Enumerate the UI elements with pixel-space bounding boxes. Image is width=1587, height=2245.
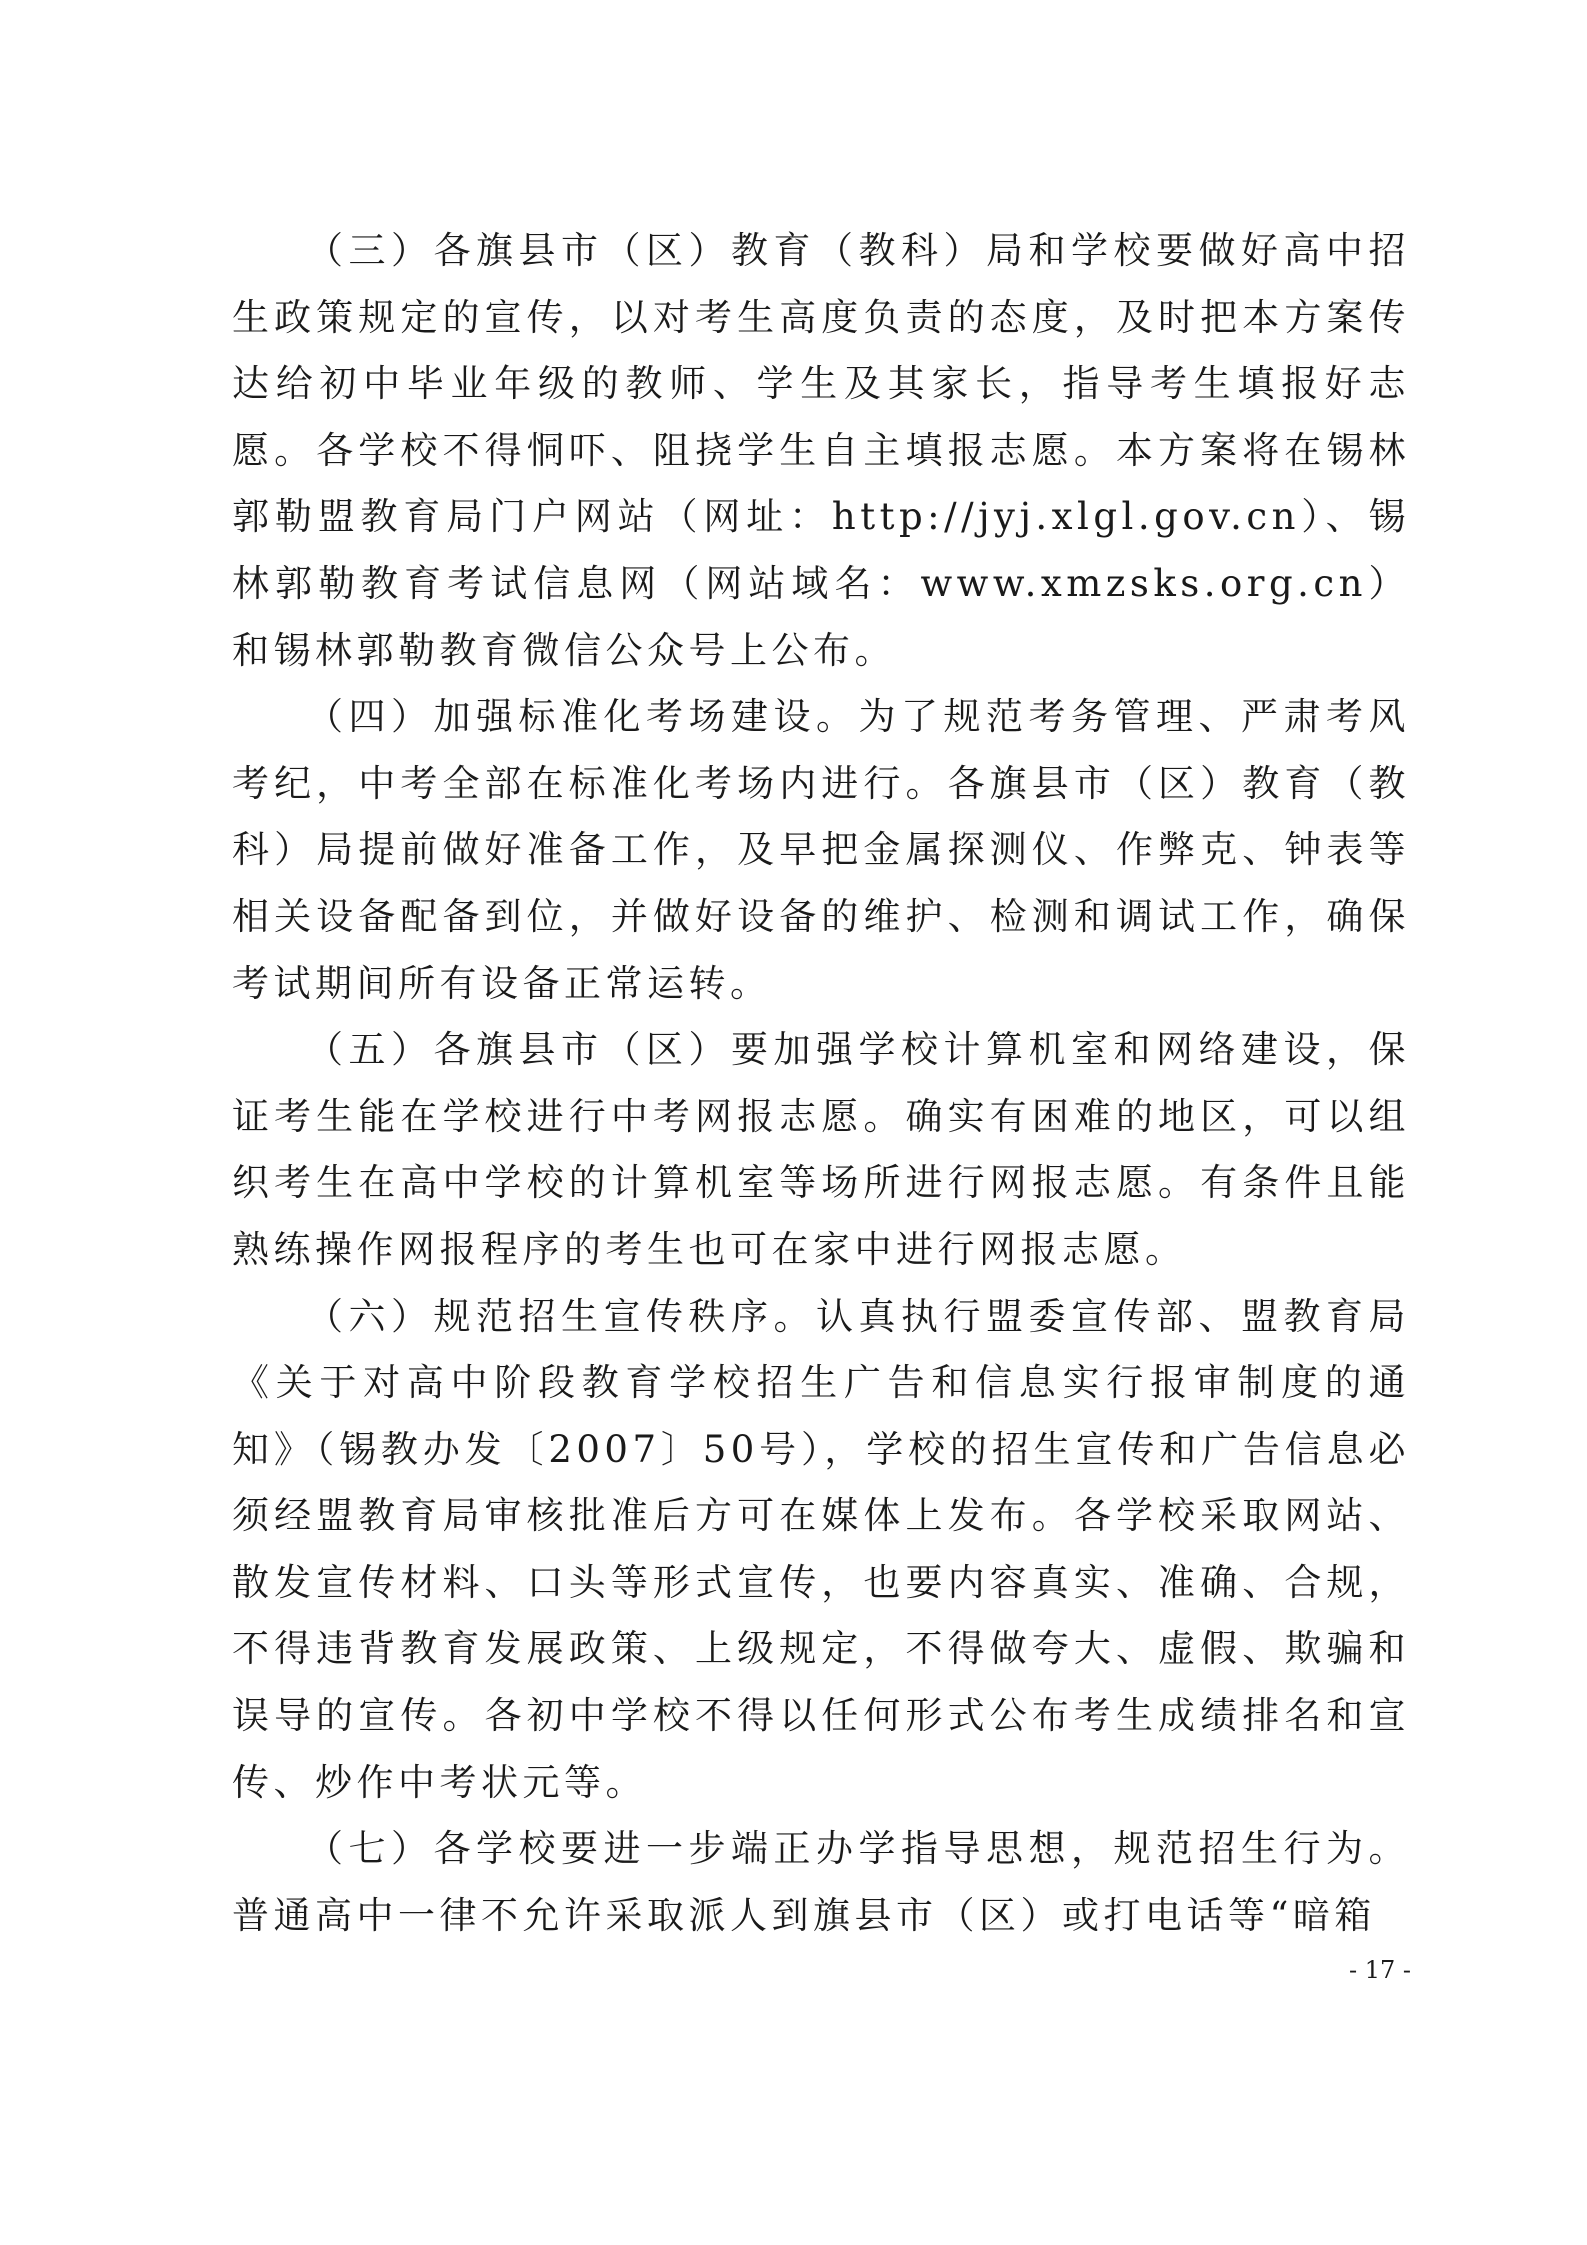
paragraph-4: （四）加强标准化考场建设。为了规范考务管理、严肃考风考纪，中考全部在标准化考场内进行。各旗县市（区）教育（教科）局提前做好准备工作，及早把金属探测仪、作弊克、钟表等相关设备配备到位，并做好设备的维护、检测和调试工作，确保考试期间所有设备正常运转。 bbox=[232, 695, 1410, 1005]
paragraph-6: （六）规范招生宣传秩序。认真执行盟委宣传部、盟教育局《关于对高中阶段教育学校招生广告和信息实行报审制度的通知》（锡教办发〔2007〕50号），学校的招生宣传和广告信息必须经盟教育局审核批准后方可在媒体上发布。各学校采取网站、散发宣传材料、口头等形式宣传，也要内容真实、准确、合规，不得违背教育发展政策、上级规定，不得做夸大、虚假、欺骗和误导的宣传。各初中学校不得以任何形式公布考生成绩排名和宣传、炒作中考状元等。 bbox=[232, 1294, 1410, 1804]
paragraph-3: （三）各旗县市（区）教育（教科）局和学校要做好高中招生政策规定的宣传，以对考生高度负责的态度，及时把本方案传达给初中毕业年级的教师、学生及其家长，指导考生填报好志愿。各学校不得恫吓、阻挠学生自主填报志愿。本方案将在锡林郭勒盟教育局门户网站（网址：http://jyj.xlgl.gov.cn）、锡林郭勒教育考试信息网（网站域名：www.xmzsks.org.cn）和锡林郭勒教育微信公众号上公布。 bbox=[232, 229, 1410, 672]
body-text bbox=[232, 218, 1410, 1949]
page-number: - 17 - bbox=[1348, 1956, 1411, 1984]
paragraph-7: （七）各学校要进一步端正办学指导思想，规范招生行为。普通高中一律不允许采取派人到旗县市（区）或打电话等“暗箱 bbox=[232, 1827, 1410, 1937]
paragraph-5: （五）各旗县市（区）要加强学校计算机室和网络建设，保证考生能在学校进行中考网报志愿。确实有困难的地区，可以组织考生在高中学校的计算机室等场所进行网报志愿。有条件且能熟练操作网报程序的考生也可在家中进行网报志愿。 bbox=[232, 1028, 1410, 1271]
